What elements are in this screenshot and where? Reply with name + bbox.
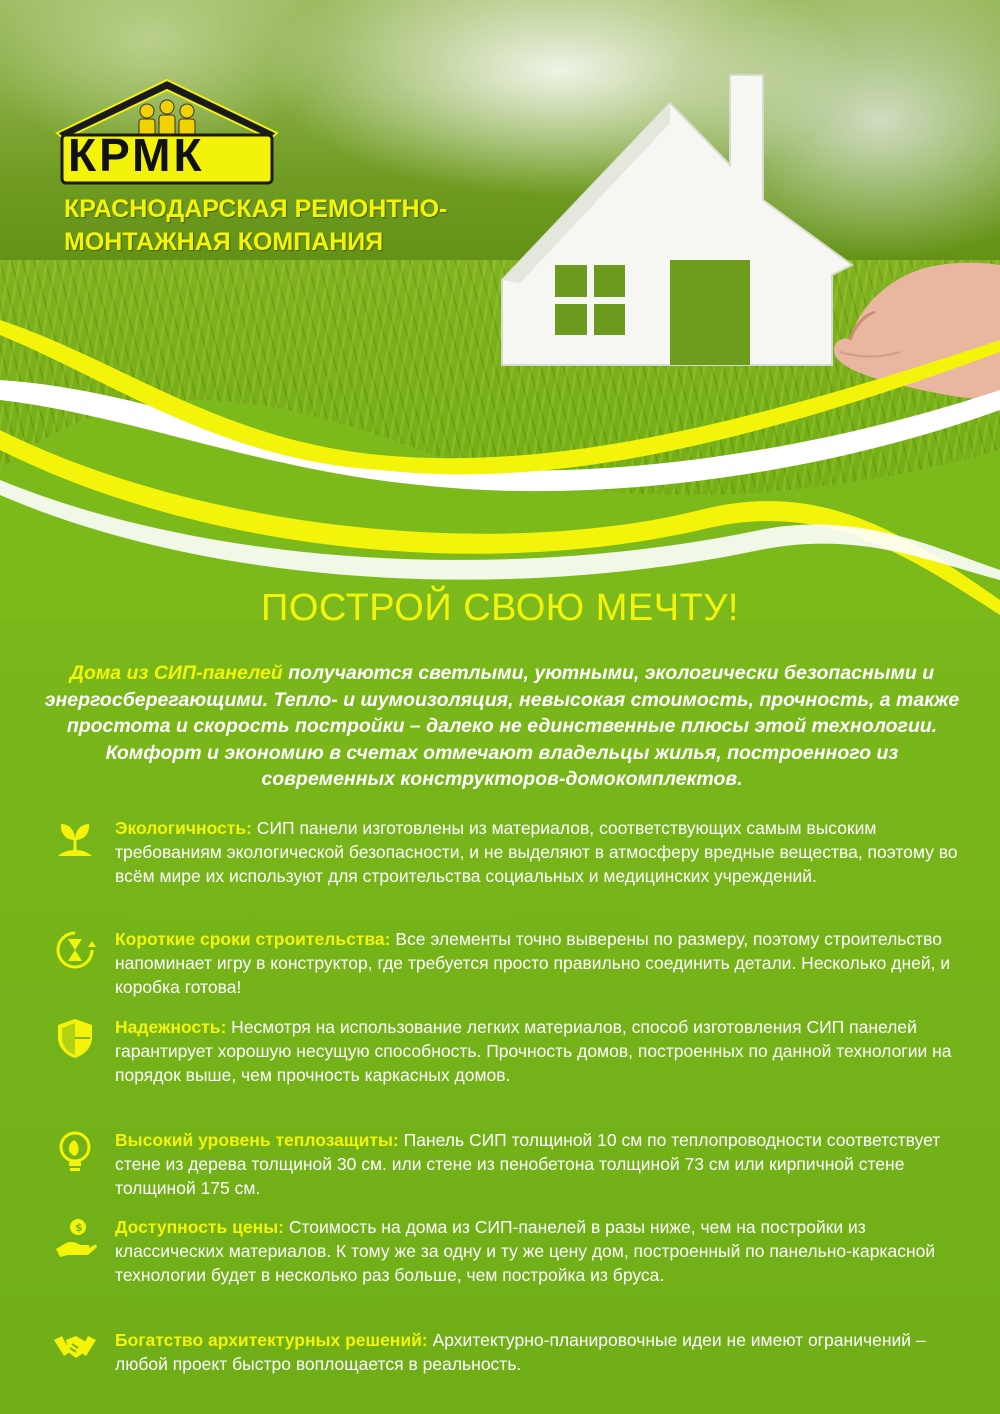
feature-title: Высокий уровень теплозащиты: — [115, 1130, 399, 1150]
feature-title: Богатство архитектурных решений: — [115, 1330, 428, 1350]
feature-text: Стоимость на дома из СИП-панелей в разы ниже, чем на постройки из классических материалов. К тому же за одну и ту же цену дом, построенный по панельно-каркасной технологии будет в несколько раз больше, чем постройка из бруса. — [115, 1217, 936, 1285]
feature-text: Несмотря на использование легких материалов, способ изготовления СИП панелей гарантирует хорошую несущую способность. Прочность домов, построенных по данной технологии на порядок выше, чем прочность каркасных домов. — [115, 1017, 952, 1085]
page-title: ПОСТРОЙ СВОЮ МЕЧТУ! — [261, 587, 739, 629]
feature-title: Экологичность: — [115, 818, 252, 838]
decorative-waves — [0, 300, 1000, 620]
logo-text: КРМК — [68, 129, 205, 181]
svg-text:$: $ — [75, 1221, 83, 1234]
feature-title: Надежность: — [115, 1017, 227, 1037]
company-name — [64, 193, 447, 259]
feature-title: Доступность цены: — [115, 1217, 284, 1237]
handshake-icon — [52, 1324, 98, 1370]
feature-title: Короткие сроки строительства: — [115, 929, 391, 949]
feature-text: Архитектурно-планировочные идеи не имеют ограничений – любой проект быстро воплощается в реальность. — [115, 1330, 926, 1374]
hourglass-icon — [52, 927, 98, 973]
company-name-line1: КРАСНОДАРСКАЯ РЕМОНТНО- — [64, 195, 448, 223]
feature-text: Все элементы точно выверены по размеру, поэтому строительство напоминает игру в конструктор, где требуется просто правильно соединить детали. Несколько дней, и коробка готова! — [115, 929, 951, 997]
eco-bulb-icon — [52, 1128, 98, 1174]
sprout-icon — [52, 816, 98, 862]
company-name-line2: МОНТАЖНАЯ КОМПАНИЯ — [64, 228, 384, 256]
intro-paragraph — [38, 660, 966, 793]
shield-icon — [52, 1015, 98, 1061]
money-hand-icon — [52, 1215, 98, 1261]
intro-highlight: Дома из СИП-панелей — [69, 662, 283, 684]
intro-text: получаются светлыми, уютными, экологически безопасными и энергосберегающими. Тепло- и шумоизоляция, невысокая стоимость, прочность, а также простота и скорость постройки – далеко не единственные плюсы этой технологии. Комфорт и экономию в счетах отмечают владельцы жилья, построенного из современных конструкторов-домокомплектов. — [44, 662, 960, 790]
feature-text: Панель СИП толщиной 10 см по теплопроводности соответствует стене из дерева толщиной 30 см. или стене из пенобетона толщиной 73 см или кирпичной стене толщиной 175 см. — [115, 1130, 941, 1198]
feature-text: СИП панели изготовлены из материалов, соответствующих самым высоким требованиям экологической безопасности, и не выделяют в атмосферу вредные вещества, поэтому во всём мире их используют для строительства социальных и медицинских учреждений. — [115, 818, 958, 886]
